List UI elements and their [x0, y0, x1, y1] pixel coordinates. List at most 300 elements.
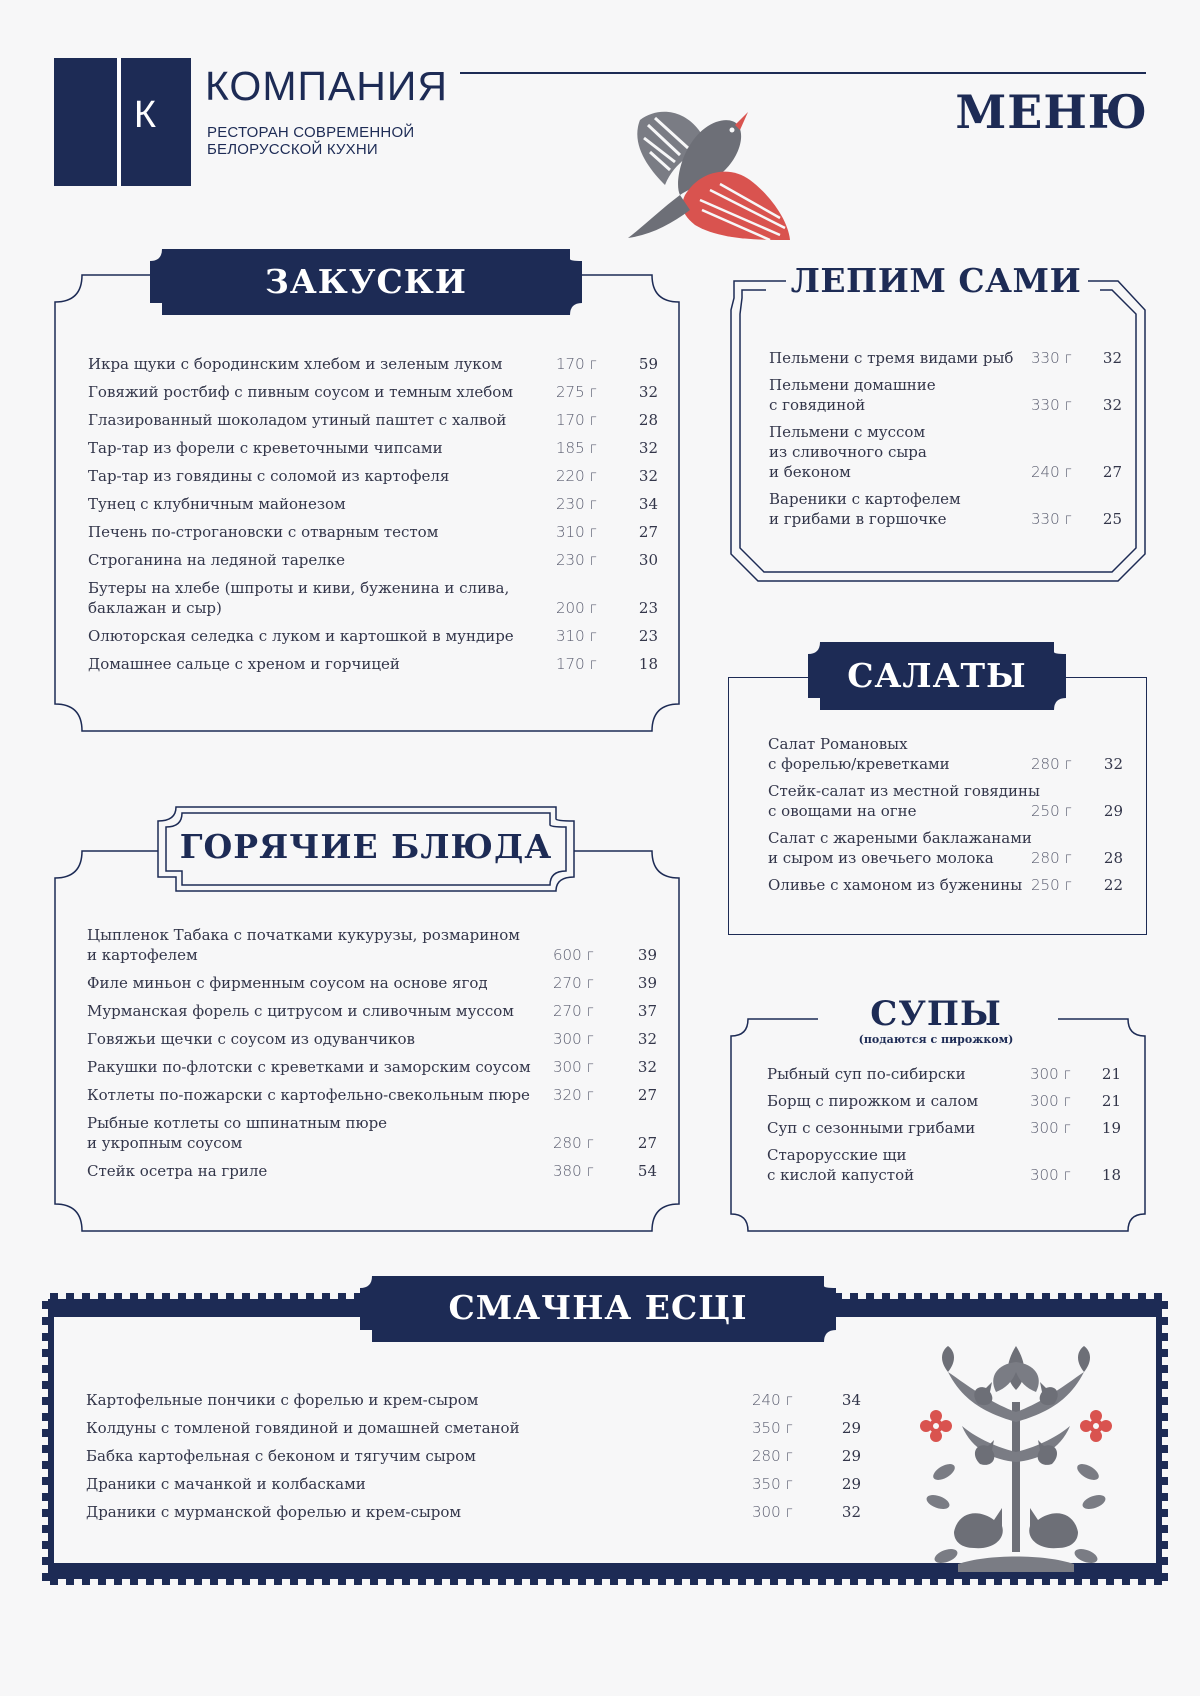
border-tooth [146, 1577, 154, 1585]
border-tooth [882, 1293, 890, 1301]
menu-item-name: Глазированный шоколадом утиный паштет с халвой [88, 411, 507, 429]
folk-tree-illustration [918, 1342, 1114, 1578]
salaty-list [768, 734, 1124, 902]
menu-item-name: Филе миньон с фирменным соусом на основе ягод [87, 974, 488, 992]
menu-item-name: Рыбный суп по-сибирски [767, 1065, 966, 1083]
border-tooth [1042, 1293, 1050, 1301]
border-tooth [1160, 1349, 1168, 1357]
menu-item-price: 32 [637, 1058, 657, 1076]
border-tooth [42, 1509, 50, 1517]
border-tooth [898, 1577, 906, 1585]
menu-item [88, 354, 664, 374]
menu-item-name: Стейк-салат из местной говядины с овощами на огне [768, 782, 1040, 820]
menu-item [88, 494, 664, 514]
menu-item-price: 27 [637, 1086, 657, 1104]
border-tooth [1160, 1333, 1168, 1341]
border-tooth [42, 1413, 50, 1421]
menu-item-price: 32 [638, 439, 658, 457]
border-tooth [466, 1577, 474, 1585]
border-tooth [866, 1293, 874, 1301]
menu-item-name: Рыбные котлеты со шпинатным пюре и укропным соусом [87, 1114, 388, 1152]
menu-item-price: 39 [637, 946, 657, 964]
border-tooth [42, 1381, 50, 1389]
border-tooth [1106, 1577, 1114, 1585]
menu-item-name: Оливье с хамоном из буженины [768, 876, 1023, 894]
border-tooth [258, 1577, 266, 1585]
menu-item-name: Говяжий ростбиф с пивным соусом и темным хлебом [88, 383, 513, 401]
menu-item-price: 29 [841, 1475, 861, 1493]
border-tooth [738, 1577, 746, 1585]
smachna-list [86, 1390, 866, 1530]
menu-item-weight: 220 г [556, 467, 597, 485]
border-tooth [642, 1577, 650, 1585]
goryachie-list [87, 925, 663, 1189]
border-tooth [1160, 1461, 1168, 1469]
border-tooth [594, 1577, 602, 1585]
menu-item [86, 1390, 866, 1410]
border-tooth [690, 1577, 698, 1585]
border-tooth [658, 1577, 666, 1585]
border-tooth [578, 1577, 586, 1585]
menu-item-weight: 170 г [556, 355, 597, 373]
border-tooth [818, 1577, 826, 1585]
border-tooth [130, 1293, 138, 1301]
border-tooth [546, 1577, 554, 1585]
border-tooth [1160, 1397, 1168, 1405]
border-tooth [42, 1525, 50, 1533]
menu-item-weight: 380 г [553, 1162, 594, 1180]
border-tooth [1160, 1429, 1168, 1437]
menu-item-weight: 270 г [553, 974, 594, 992]
menu-item-weight: 230 г [556, 551, 597, 569]
smachna-title: СМАЧНА ЕСЦІ [448, 1288, 748, 1327]
menu-item-weight: 185 г [556, 439, 597, 457]
menu-item-name: Тар-тар из форели с креветочными чипсами [88, 439, 443, 457]
menu-item [768, 875, 1124, 895]
menu-item [86, 1474, 866, 1494]
menu-item-weight: 300 г [1030, 1092, 1071, 1110]
menu-item-name: Вареники с картофелем и грибами в горшочке [769, 490, 961, 528]
border-tooth [194, 1293, 202, 1301]
border-tooth [626, 1577, 634, 1585]
menu-item [88, 438, 664, 458]
border-tooth [898, 1293, 906, 1301]
menu-item-price: 27 [637, 1134, 657, 1152]
menu-item-name: Салат с жареными баклажанами и сыром из овечьего молока [768, 829, 1032, 867]
menu-item [767, 1145, 1125, 1185]
menu-item [87, 925, 663, 965]
border-tooth [930, 1577, 938, 1585]
menu-item [768, 781, 1124, 821]
border-tooth [450, 1577, 458, 1585]
lepim-list [769, 348, 1125, 536]
menu-item-name: Тунец с клубничным майонезом [88, 495, 346, 513]
menu-item [86, 1418, 866, 1438]
menu-item [88, 578, 664, 618]
border-tooth [114, 1293, 122, 1301]
menu-item-price: 21 [1101, 1065, 1121, 1083]
menu-item [88, 466, 664, 486]
menu-item-price: 32 [638, 467, 658, 485]
border-tooth [402, 1577, 410, 1585]
menu-item [769, 348, 1125, 368]
border-tooth [498, 1577, 506, 1585]
border-tooth [1160, 1557, 1168, 1565]
menu-item-weight: 200 г [556, 599, 597, 617]
menu-item-name: Тар-тар из говядины с соломой из картофеля [88, 467, 450, 485]
border-tooth [370, 1577, 378, 1585]
menu-item-weight: 240 г [1031, 463, 1072, 481]
border-tooth [610, 1577, 618, 1585]
border-tooth [42, 1477, 50, 1485]
menu-item-price: 37 [637, 1002, 657, 1020]
menu-item [87, 1057, 663, 1077]
border-tooth [130, 1577, 138, 1585]
menu-item-weight: 275 г [556, 383, 597, 401]
border-tooth [42, 1397, 50, 1405]
menu-item-name: Картофельные пончики с форелью и крем-сыром [86, 1391, 479, 1409]
menu-item-price: 19 [1101, 1119, 1121, 1137]
border-tooth [338, 1293, 346, 1301]
border-tooth [1138, 1293, 1146, 1301]
border-tooth [210, 1293, 218, 1301]
menu-item-weight: 310 г [556, 627, 597, 645]
menu-item-name: Бабка картофельная с беконом и тягучим сыром [86, 1447, 476, 1465]
header-rule [460, 72, 1146, 74]
menu-item-name: Бутеры на хлебе (шпроты и киви, буженина и слива, баклажан и сыр) [88, 579, 510, 617]
menu-item-price: 34 [841, 1391, 861, 1409]
menu-item-weight: 330 г [1031, 349, 1072, 367]
border-tooth [562, 1577, 570, 1585]
border-tooth [82, 1577, 90, 1585]
menu-item-weight: 300 г [752, 1503, 793, 1521]
brand-subtitle: РЕСТОРАН СОВРЕМЕННОЙ БЕЛОРУССКОЙ КУХНИ [207, 124, 415, 158]
border-tooth [706, 1577, 714, 1585]
menu-item-name: Ракушки по-флотски с креветками и заморским соусом [87, 1058, 531, 1076]
border-tooth [802, 1577, 810, 1585]
menu-item-name: Пельмени с тремя видами рыб [769, 349, 1014, 367]
border-tooth [962, 1577, 970, 1585]
border-tooth [754, 1577, 762, 1585]
menu-item-price: 32 [1102, 349, 1122, 367]
menu-item-weight: 270 г [553, 1002, 594, 1020]
menu-item-name: Колдуны с томленой говядиной и домашней сметаной [86, 1419, 520, 1437]
menu-item-name: Печень по-строгановски с отварным тестом [88, 523, 439, 541]
border-tooth [946, 1577, 954, 1585]
menu-item-name: Олюторская селедка с луком и картошкой в мундире [88, 627, 514, 645]
menu-item-price: 29 [841, 1447, 861, 1465]
border-tooth [42, 1349, 50, 1357]
menu-item [87, 1161, 663, 1181]
border-tooth [178, 1577, 186, 1585]
logo [54, 58, 191, 186]
menu-item-price: 29 [1103, 802, 1123, 820]
border-tooth [306, 1293, 314, 1301]
border-tooth [1160, 1541, 1168, 1549]
border-tooth [770, 1577, 778, 1585]
menu-item [88, 654, 664, 674]
border-tooth [146, 1293, 154, 1301]
menu-item-price: 32 [638, 383, 658, 401]
border-tooth [1160, 1365, 1168, 1373]
border-tooth [50, 1293, 58, 1301]
zakuski-list [88, 354, 664, 682]
menu-item [768, 828, 1124, 868]
border-tooth [322, 1293, 330, 1301]
menu-item-weight: 280 г [752, 1447, 793, 1465]
menu-item-name: Говяжьи щечки с соусом из одуванчиков [87, 1030, 415, 1048]
menu-item-weight: 320 г [553, 1086, 594, 1104]
menu-item-name: Салат Романовых с форелью/креветками [768, 735, 950, 773]
border-tooth [866, 1577, 874, 1585]
menu-item-name: Строганина на ледяной тарелке [88, 551, 346, 569]
border-tooth [514, 1577, 522, 1585]
menu-item-weight: 250 г [1031, 802, 1072, 820]
border-tooth [914, 1293, 922, 1301]
border-tooth [42, 1365, 50, 1373]
menu-item-price: 27 [1102, 463, 1122, 481]
menu-item [767, 1091, 1125, 1111]
menu-item [88, 522, 664, 542]
border-tooth [1160, 1525, 1168, 1533]
border-tooth [1122, 1293, 1130, 1301]
menu-item-price: 32 [1102, 396, 1122, 414]
border-tooth [242, 1293, 250, 1301]
menu-item-weight: 230 г [556, 495, 597, 513]
menu-item-name: Суп с сезонными грибами [767, 1119, 976, 1137]
border-tooth [1010, 1293, 1018, 1301]
border-tooth [722, 1577, 730, 1585]
menu-item-weight: 280 г [1031, 755, 1072, 773]
border-tooth [66, 1577, 74, 1585]
border-tooth [226, 1293, 234, 1301]
border-tooth [530, 1577, 538, 1585]
menu-item-price: 30 [638, 551, 658, 569]
supy-list [767, 1064, 1125, 1192]
border-tooth [482, 1577, 490, 1585]
menu-item [86, 1446, 866, 1466]
menu-item [87, 1001, 663, 1021]
menu-item-weight: 300 г [553, 1058, 594, 1076]
border-tooth [42, 1317, 50, 1325]
border-tooth [1010, 1577, 1018, 1585]
goryachie-title: ГОРЯЧИЕ БЛЮДА [179, 827, 553, 866]
menu-item-price: 32 [637, 1030, 657, 1048]
menu-item-price: 27 [638, 523, 658, 541]
border-tooth [98, 1293, 106, 1301]
menu-item-price: 32 [1103, 755, 1123, 773]
border-tooth [418, 1577, 426, 1585]
menu-item-name: Стейк осетра на гриле [87, 1162, 268, 1180]
menu-item-weight: 300 г [1030, 1119, 1071, 1137]
menu-item [88, 410, 664, 430]
menu-item-weight: 330 г [1031, 510, 1072, 528]
border-tooth [42, 1557, 50, 1565]
menu-item [767, 1064, 1125, 1084]
menu-item-name: Старорусские щи с кислой капустой [767, 1146, 915, 1184]
border-tooth [834, 1577, 842, 1585]
border-tooth [322, 1577, 330, 1585]
menu-item-weight: 310 г [556, 523, 597, 541]
border-tooth [1106, 1293, 1114, 1301]
border-tooth [194, 1577, 202, 1585]
border-tooth [354, 1577, 362, 1585]
border-tooth [882, 1577, 890, 1585]
border-tooth [1074, 1577, 1082, 1585]
border-tooth [1026, 1293, 1034, 1301]
bird-illustration [620, 100, 800, 250]
border-tooth [1058, 1293, 1066, 1301]
border-tooth [42, 1493, 50, 1501]
menu-item [88, 550, 664, 570]
border-tooth [978, 1293, 986, 1301]
border-tooth [162, 1293, 170, 1301]
menu-item-weight: 300 г [1030, 1065, 1071, 1083]
border-tooth [434, 1577, 442, 1585]
border-tooth [226, 1577, 234, 1585]
border-tooth [50, 1577, 58, 1585]
menu-item-price: 21 [1101, 1092, 1121, 1110]
menu-item [87, 1029, 663, 1049]
brand-name: КОМПАНИЯ [205, 63, 448, 109]
border-tooth [1154, 1293, 1162, 1301]
menu-item-name: Котлеты по-пожарски с картофельно-свекольным пюре [87, 1086, 530, 1104]
menu-item-weight: 240 г [752, 1391, 793, 1409]
border-tooth [210, 1577, 218, 1585]
border-tooth [994, 1577, 1002, 1585]
border-tooth [1160, 1509, 1168, 1517]
border-tooth [242, 1577, 250, 1585]
menu-item-price: 29 [841, 1419, 861, 1437]
menu-item [769, 375, 1125, 415]
supy-subtitle: (подаются с пирожком) [858, 1033, 1014, 1046]
border-tooth [42, 1573, 50, 1581]
border-tooth [386, 1577, 394, 1585]
menu-item-price: 23 [638, 627, 658, 645]
border-tooth [1058, 1577, 1066, 1585]
menu-item-weight: 170 г [556, 655, 597, 673]
border-tooth [1122, 1577, 1130, 1585]
menu-item-name: Драники с мурманской форелью и крем-сыром [86, 1503, 462, 1521]
logo-letter: К [133, 94, 157, 136]
border-tooth [1090, 1577, 1098, 1585]
border-tooth [42, 1445, 50, 1453]
border-tooth [994, 1293, 1002, 1301]
border-tooth [274, 1293, 282, 1301]
menu-item-name: Цыпленок Табака с початками кукурузы, розмарином и картофелем [87, 926, 520, 964]
border-tooth [42, 1461, 50, 1469]
border-tooth [1160, 1301, 1168, 1309]
menu-item [87, 1113, 663, 1153]
menu-item-weight: 350 г [752, 1419, 793, 1437]
menu-title: МЕНЮ [955, 85, 1148, 139]
menu-item [88, 626, 664, 646]
menu-item-price: 25 [1102, 510, 1122, 528]
border-tooth [1160, 1493, 1168, 1501]
menu-item-name: Драники с мачанкой и колбасками [86, 1475, 366, 1493]
menu-item-price: 59 [638, 355, 658, 373]
menu-item-weight: 280 г [553, 1134, 594, 1152]
zakuski-title: ЗАКУСКИ [265, 262, 467, 301]
menu-item-price: 34 [638, 495, 658, 513]
border-tooth [1160, 1413, 1168, 1421]
menu-item-name: Мурманская форель с цитрусом и сливочным муссом [87, 1002, 514, 1020]
border-tooth [1138, 1577, 1146, 1585]
menu-item [769, 422, 1125, 482]
menu-item-price: 32 [841, 1503, 861, 1521]
border-tooth [42, 1429, 50, 1437]
menu-item-price: 28 [1103, 849, 1123, 867]
menu-item-name: Пельмени с муссом из сливочного сыра и беконом [769, 423, 927, 481]
border-tooth [338, 1577, 346, 1585]
border-tooth [178, 1293, 186, 1301]
border-tooth [42, 1541, 50, 1549]
menu-item-weight: 170 г [556, 411, 597, 429]
border-tooth [82, 1293, 90, 1301]
border-tooth [1026, 1577, 1034, 1585]
menu-item-weight: 350 г [752, 1475, 793, 1493]
border-tooth [850, 1577, 858, 1585]
border-tooth [42, 1333, 50, 1341]
border-tooth [290, 1293, 298, 1301]
border-tooth [98, 1577, 106, 1585]
menu-item [768, 734, 1124, 774]
border-tooth [1042, 1577, 1050, 1585]
border-tooth [1074, 1293, 1082, 1301]
menu-item-price: 54 [637, 1162, 657, 1180]
border-tooth [1160, 1381, 1168, 1389]
menu-item-name: Борщ с пирожком и салом [767, 1092, 979, 1110]
menu-item-price: 18 [1101, 1166, 1121, 1184]
supy-title: СУПЫ [870, 994, 1002, 1034]
menu-item-name: Икра щуки с бородинским хлебом и зеленым луком [88, 355, 503, 373]
lepim-title: ЛЕПИМ САМИ [786, 258, 1086, 304]
border-tooth [962, 1293, 970, 1301]
menu-item [88, 382, 664, 402]
border-tooth [674, 1577, 682, 1585]
border-tooth [258, 1293, 266, 1301]
border-tooth [850, 1293, 858, 1301]
menu-item-price: 23 [638, 599, 658, 617]
menu-item-price: 39 [637, 974, 657, 992]
menu-item-price: 18 [638, 655, 658, 673]
border-tooth [1090, 1293, 1098, 1301]
menu-item [87, 1085, 663, 1105]
border-tooth [1160, 1477, 1168, 1485]
border-tooth [290, 1577, 298, 1585]
salaty-title: САЛАТЫ [847, 656, 1027, 695]
menu-item [87, 973, 663, 993]
menu-item-weight: 330 г [1031, 396, 1072, 414]
border-tooth [306, 1577, 314, 1585]
border-tooth [978, 1577, 986, 1585]
menu-item-weight: 300 г [1030, 1166, 1071, 1184]
menu-item-name: Пельмени домашние с говядиной [769, 376, 936, 414]
border-tooth [42, 1301, 50, 1309]
menu-item-weight: 280 г [1031, 849, 1072, 867]
menu-item-name: Домашнее сальце с хреном и горчицей [88, 655, 400, 673]
menu-item [769, 489, 1125, 529]
menu-item [86, 1502, 866, 1522]
border-tooth [162, 1577, 170, 1585]
border-tooth [1160, 1573, 1168, 1581]
border-tooth [914, 1577, 922, 1585]
menu-item-weight: 250 г [1031, 876, 1072, 894]
border-tooth [946, 1293, 954, 1301]
border-tooth [114, 1577, 122, 1585]
border-tooth [786, 1577, 794, 1585]
menu-item-price: 22 [1103, 876, 1123, 894]
